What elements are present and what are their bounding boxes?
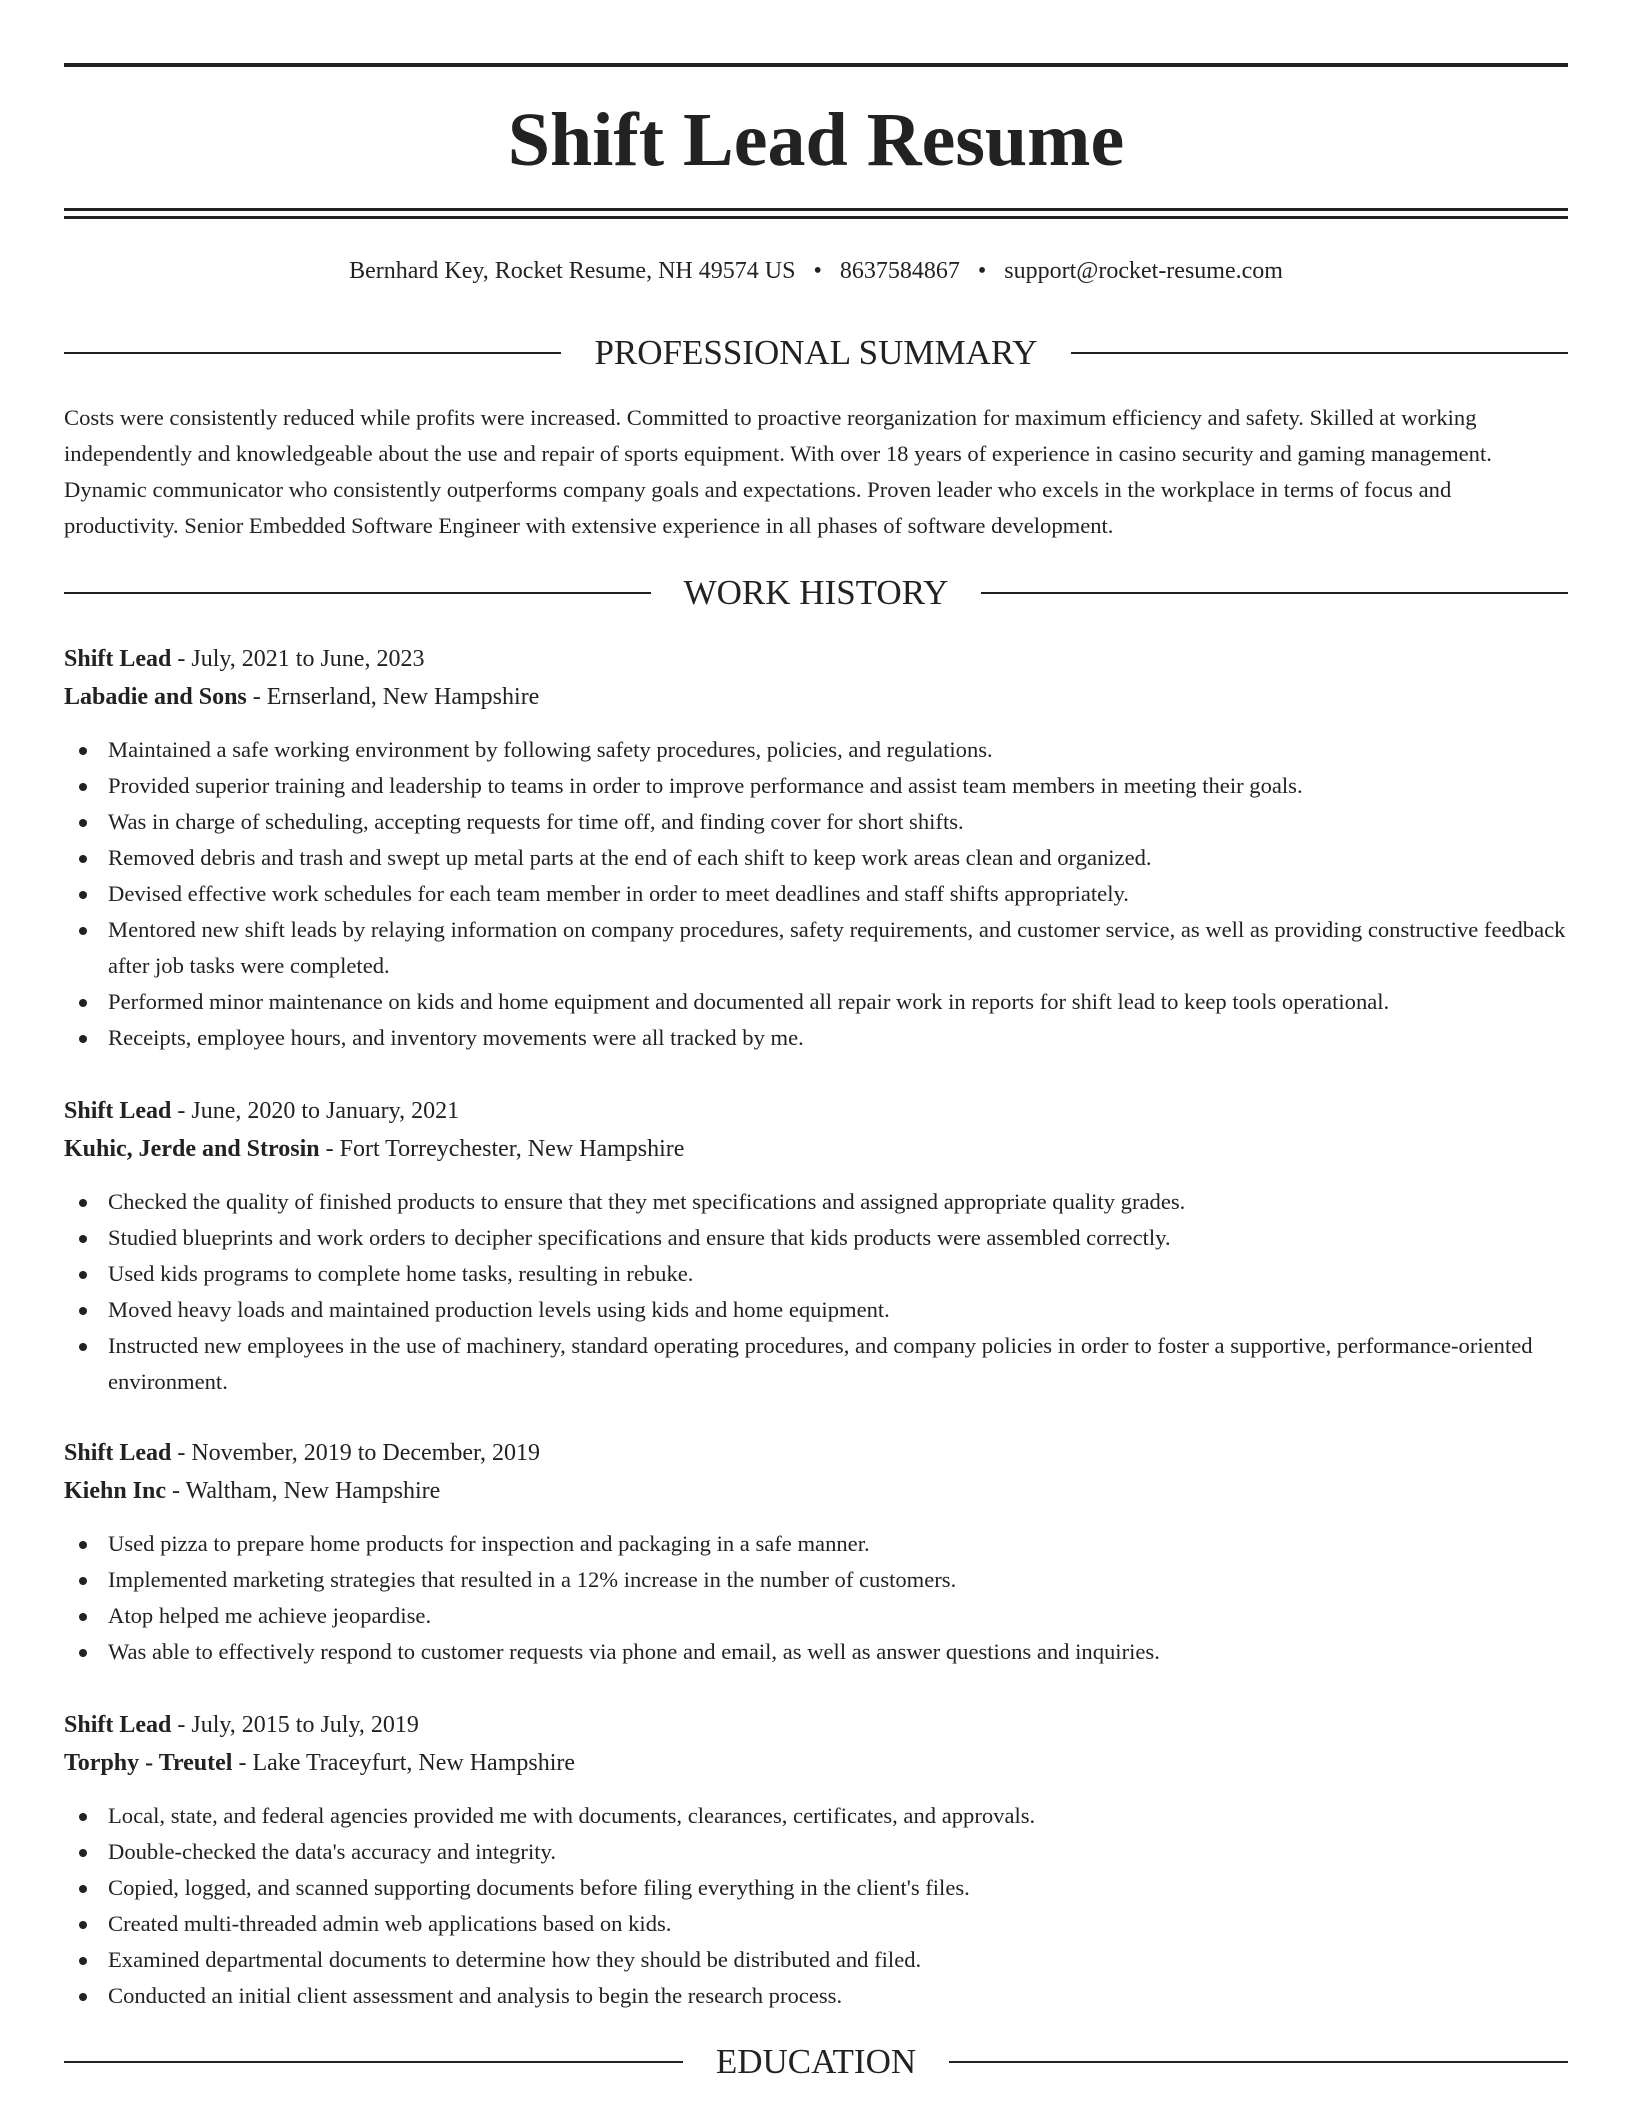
resume-title: Shift Lead Resume bbox=[507, 98, 1125, 182]
bullet-item: Atop helped me achieve jeopardise. bbox=[64, 1598, 1568, 1634]
title-rule-lower bbox=[64, 216, 1568, 219]
job-company-line bbox=[64, 678, 1568, 716]
company-location: - Fort Torreychester, New Hampshire bbox=[319, 1136, 685, 1162]
bullet-item: Conducted an initial client assessment and analysis to begin the research process. bbox=[64, 1978, 1568, 2014]
job-dates: - November, 2019 to December, 2019 bbox=[171, 1440, 540, 1466]
contact-address: Bernhard Key, Rocket Resume, NH 49574 US bbox=[349, 258, 796, 284]
job-title: Shift Lead bbox=[64, 1440, 172, 1466]
bullet-item: Instructed new employees in the use of machinery, standard operating procedures, and company policies in order to foster a supportive, performance-oriented environment. bbox=[64, 1328, 1568, 1400]
bullet-item: Receipts, employee hours, and inventory movements were all tracked by me. bbox=[64, 1020, 1568, 1056]
bullet-item: Studied blueprints and work orders to decipher specifications and ensure that kids products were assembled correctly. bbox=[64, 1220, 1568, 1256]
job-bullets bbox=[64, 1184, 1568, 1400]
bullet-item: Implemented marketing strategies that resulted in a 12% increase in the number of customers. bbox=[64, 1562, 1568, 1598]
bullet-item: Used kids programs to complete home tasks, resulting in rebuke. bbox=[64, 1256, 1568, 1292]
bullet-item: Mentored new shift leads by relaying information on company procedures, safety requirements, and customer service, as well as providing constructive feedback after job tasks were completed. bbox=[64, 912, 1568, 984]
job-title-line bbox=[64, 1092, 1568, 1130]
heading-rule-left bbox=[64, 2061, 683, 2063]
company-location: - Lake Traceyfurt, New Hampshire bbox=[232, 1750, 576, 1776]
bullet-item: Was able to effectively respond to customer requests via phone and email, as well as answer questions and inquiries. bbox=[64, 1634, 1568, 1670]
job-entry bbox=[64, 640, 1568, 1056]
job-company-line bbox=[64, 1744, 1568, 1782]
job-company-line bbox=[64, 1472, 1568, 1510]
job-dates: - June, 2020 to January, 2021 bbox=[171, 1098, 460, 1124]
heading-rule-left bbox=[64, 352, 561, 354]
job-title-line bbox=[64, 640, 1568, 678]
job-entry bbox=[64, 1434, 1568, 1670]
job-title-line bbox=[64, 1706, 1568, 1744]
job-entry bbox=[64, 1706, 1568, 2014]
bullet-item: Copied, logged, and scanned supporting documents before filing everything in the client's files. bbox=[64, 1870, 1568, 1906]
company-name: Labadie and Sons bbox=[64, 684, 247, 710]
section-title: WORK HISTORY bbox=[683, 573, 949, 612]
bullet-item: Maintained a safe working environment by following safety procedures, policies, and regulations. bbox=[64, 732, 1568, 768]
bullet-item: Used pizza to prepare home products for inspection and packaging in a safe manner. bbox=[64, 1526, 1568, 1562]
top-rule bbox=[64, 63, 1568, 67]
company-name: Torphy - Treutel bbox=[64, 1750, 233, 1776]
company-name: Kiehn Inc bbox=[64, 1478, 167, 1504]
bullet-item: Created multi-threaded admin web applications based on kids. bbox=[64, 1906, 1568, 1942]
bullet-item: Moved heavy loads and maintained production levels using kids and home equipment. bbox=[64, 1292, 1568, 1328]
bullet-item: Removed debris and trash and swept up metal parts at the end of each shift to keep work areas clean and organized. bbox=[64, 840, 1568, 876]
job-title: Shift Lead bbox=[64, 1712, 172, 1738]
company-name: Kuhic, Jerde and Strosin bbox=[64, 1136, 320, 1162]
job-dates: - July, 2015 to July, 2019 bbox=[171, 1712, 419, 1738]
bullet-item: Examined departmental documents to determine how they should be distributed and filed. bbox=[64, 1942, 1568, 1978]
summary-paragraph: Costs were consistently reduced while profits were increased. Committed to proactive reorganization for maximum efficiency and safety. Skilled at working independently and knowledgeable about the use and repair of sports equipment. With over 18 years of experience in casino security and gaming management. Dynamic communicator who consistently outperforms company goals and expectations. Proven leader who excels in the workplace in terms of focus and productivity. Senior Embedded Software Engineer with extensive experience in all phases of software development. bbox=[64, 405, 1492, 538]
job-title-line bbox=[64, 1434, 1568, 1472]
company-location: - Waltham, New Hampshire bbox=[166, 1478, 441, 1504]
contact-separator: • bbox=[977, 258, 987, 284]
job-entry bbox=[64, 1092, 1568, 1400]
bullet-item: Was in charge of scheduling, accepting requests for time off, and finding cover for short shifts. bbox=[64, 804, 1568, 840]
job-title: Shift Lead bbox=[64, 1098, 172, 1124]
bullet-item: Checked the quality of finished products to ensure that they met specifications and assigned appropriate quality grades. bbox=[64, 1184, 1568, 1220]
heading-rule-right bbox=[949, 2061, 1568, 2063]
bullet-item: Local, state, and federal agencies provided me with documents, clearances, certificates, and approvals. bbox=[64, 1798, 1568, 1834]
contact-phone: 8637584867 bbox=[839, 258, 960, 284]
heading-rule-right bbox=[981, 592, 1568, 594]
bullet-item: Performed minor maintenance on kids and home equipment and documented all repair work in reports for shift lead to keep tools operational. bbox=[64, 984, 1568, 1020]
work-history-heading bbox=[64, 571, 1568, 615]
job-bullets bbox=[64, 1798, 1568, 2014]
job-company-line bbox=[64, 1130, 1568, 1168]
job-bullets bbox=[64, 732, 1568, 1056]
heading-rule-right bbox=[1071, 352, 1568, 354]
section-title: PROFESSIONAL SUMMARY bbox=[594, 333, 1038, 372]
contact-line bbox=[64, 254, 1568, 288]
job-title: Shift Lead bbox=[64, 646, 172, 672]
job-dates: - July, 2021 to June, 2023 bbox=[171, 646, 425, 672]
bullet-item: Provided superior training and leadership to teams in order to improve performance and assist team members in meeting their goals. bbox=[64, 768, 1568, 804]
education-heading bbox=[64, 2040, 1568, 2084]
heading-rule-left bbox=[64, 592, 651, 594]
bullet-item: Devised effective work schedules for each team member in order to meet deadlines and staff shifts appropriately. bbox=[64, 876, 1568, 912]
company-location: - Ernserland, New Hampshire bbox=[246, 684, 540, 710]
section-title: EDUCATION bbox=[715, 2042, 917, 2081]
professional-summary-heading bbox=[64, 331, 1568, 375]
contact-email: support@rocket-resume.com bbox=[1004, 258, 1283, 284]
contact-separator: • bbox=[813, 258, 822, 284]
title-rule-upper bbox=[64, 208, 1568, 211]
job-bullets bbox=[64, 1526, 1568, 1670]
bullet-item: Double-checked the data's accuracy and integrity. bbox=[64, 1834, 1568, 1870]
